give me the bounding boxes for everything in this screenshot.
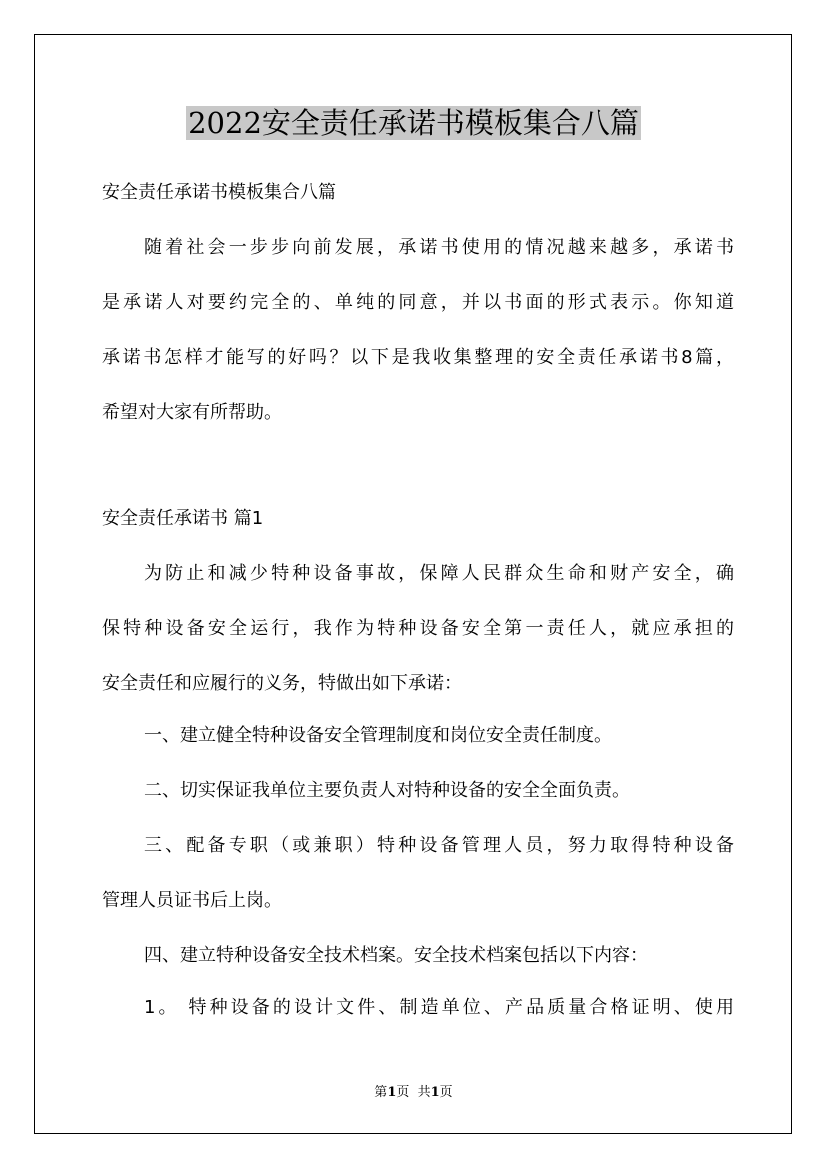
list-item: 四、建立特种设备安全技术档案。安全技术档案包括以下内容： — [144, 945, 648, 966]
page-footer — [0, 1084, 827, 1102]
footer-mid: 页 共 — [396, 1085, 431, 1100]
subtitle-line: 安全责任承诺书模板集合八篇 — [102, 182, 336, 203]
paragraph-line: 希望对大家有所帮助。 — [102, 402, 282, 423]
paragraph-line: 承诺书怎样才能写的好吗？以下是我收集整理的安全责任承诺书8篇， — [102, 347, 734, 368]
footer-prefix: 第 — [374, 1085, 388, 1100]
paragraph-line: 是承诺人对要约完全的、单纯的同意，并以书面的形式表示。你知道 — [102, 292, 734, 313]
paragraph-line: 安全责任和应履行的义务，特做出如下承诺： — [102, 673, 462, 694]
document-title: 2022安全责任承诺书模板集合八篇 — [188, 106, 639, 140]
list-item: 三、配备专职（或兼职）特种设备管理人员，努力取得特种设备 — [144, 835, 734, 856]
paragraph-line: 保特种设备安全运行，我作为特种设备安全第一责任人，就应承担的 — [102, 618, 734, 639]
footer-page-total: 1 — [430, 1085, 440, 1100]
section-heading: 安全责任承诺书 篇1 — [102, 508, 264, 529]
footer-suffix: 页 — [439, 1085, 453, 1100]
list-item: 二、切实保证我单位主要负责人对特种设备的安全全面负责。 — [144, 780, 630, 801]
list-item: 1。 特种设备的设计文件、制造单位、产品质量合格证明、使用 — [144, 997, 734, 1018]
footer-page-current: 1 — [387, 1085, 397, 1100]
paragraph-line: 管理人员证书后上岗。 — [102, 890, 282, 911]
list-item: 一、建立健全特种设备安全管理制度和岗位安全责任制度。 — [144, 725, 612, 746]
paragraph-line: 随着社会一步步向前发展，承诺书使用的情况越来越多，承诺书 — [144, 237, 734, 258]
paragraph-line: 为防止和减少特种设备事故，保障人民群众生命和财产安全，确 — [144, 563, 734, 584]
